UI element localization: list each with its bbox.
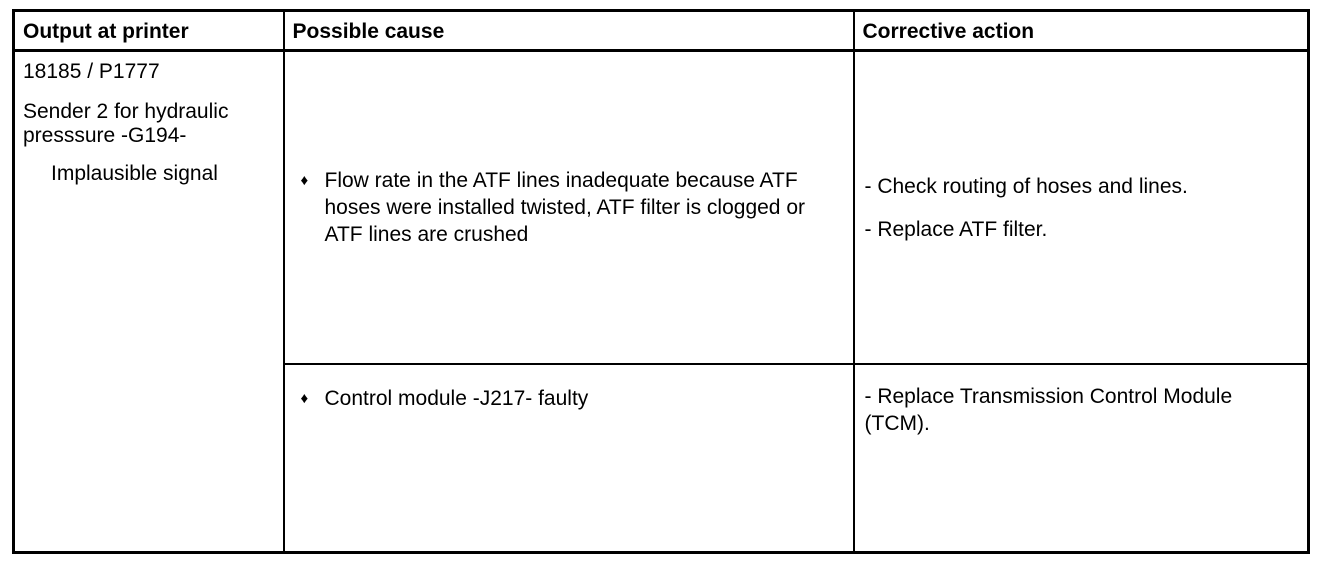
cause-item: [285, 385, 853, 412]
header-row: [14, 11, 1309, 51]
possible-cause-cell: [284, 51, 854, 365]
cause-text: Control module -J217- faulty: [324, 387, 589, 411]
action-item: - Check routing of hoses and lines.: [864, 174, 1188, 198]
action-item: - Replace ATF filter.: [864, 217, 1048, 241]
corrective-action-cell: [854, 364, 1309, 552]
possible-cause-cell: [284, 364, 854, 552]
cause-item: [285, 167, 853, 248]
fault-description: Implausible signal: [51, 162, 218, 185]
corrective-action-cell: [854, 51, 1309, 365]
header-corrective-action: Corrective action: [854, 11, 1309, 51]
printer-output-cell: [14, 51, 284, 553]
header-output-at-printer: Output at printer: [14, 11, 284, 51]
table-row: [14, 51, 1309, 365]
fault-code: 18185 / P1777: [23, 60, 160, 83]
diamond-bullet-icon: ♦: [300, 172, 309, 190]
cause-text: Flow rate in the ATF lines inadequate because ATF hoses were installed twisted, ATF filter is clogged or ATF lines are crushed: [324, 169, 805, 247]
diagnosis-table: [12, 9, 1310, 554]
header-possible-cause: Possible cause: [284, 11, 854, 51]
component-name: Sender 2 for hydraulic presssure -G194-: [23, 100, 229, 147]
action-item: - Replace Transmission Control Module (TCM).: [864, 385, 1233, 436]
diamond-bullet-icon: ♦: [300, 390, 309, 408]
